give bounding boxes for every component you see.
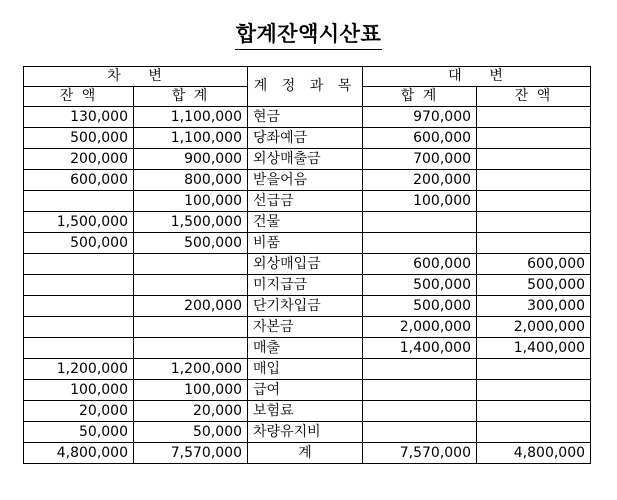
- credit-balance-cell: [477, 107, 591, 128]
- debit-header: 차 변: [24, 67, 248, 87]
- debit-total-cell: 500,000: [134, 233, 248, 254]
- debit-balance-cell: 200,000: [24, 149, 134, 170]
- credit-total-cell: 500,000: [363, 296, 477, 317]
- credit-balance-cell: 1,400,000: [477, 338, 591, 359]
- account-name-cell: 단기차입금: [248, 296, 363, 317]
- credit-total-cell: 700,000: [363, 149, 477, 170]
- credit-balance-cell: [477, 422, 591, 443]
- total-debit-balance: 4,800,000: [24, 443, 134, 464]
- debit-balance-cell: 600,000: [24, 170, 134, 191]
- debit-balance-cell: [24, 254, 134, 275]
- credit-balance-cell: [477, 149, 591, 170]
- debit-total-cell: 50,000: [134, 422, 248, 443]
- credit-balance-cell: 300,000: [477, 296, 591, 317]
- table-row: [24, 107, 591, 128]
- account-name-cell: 당좌예금: [248, 128, 363, 149]
- document-title: 합계잔액시산표: [235, 18, 383, 50]
- credit-total-cell: [363, 401, 477, 422]
- table-row: [24, 380, 591, 401]
- credit-header: 대 변: [363, 67, 591, 87]
- debit-total-header: 합 계: [134, 87, 248, 107]
- table-row: [24, 401, 591, 422]
- credit-balance-cell: [477, 170, 591, 191]
- account-name-cell: 외상매출금: [248, 149, 363, 170]
- debit-balance-cell: 1,200,000: [24, 359, 134, 380]
- credit-total-cell: [363, 212, 477, 233]
- credit-total-cell: 600,000: [363, 128, 477, 149]
- credit-balance-header: 잔 액: [477, 87, 591, 107]
- table-row: [24, 359, 591, 380]
- table-row: [24, 317, 591, 338]
- credit-total-cell: 970,000: [363, 107, 477, 128]
- account-name-cell: 자본금: [248, 317, 363, 338]
- credit-balance-cell: [477, 128, 591, 149]
- credit-balance-cell: [477, 401, 591, 422]
- debit-balance-cell: [24, 317, 134, 338]
- debit-balance-header: 잔 액: [24, 87, 134, 107]
- total-debit-total: 7,570,000: [134, 443, 248, 464]
- account-name-cell: 차량유지비: [248, 422, 363, 443]
- debit-total-cell: 1,500,000: [134, 212, 248, 233]
- credit-total-cell: [363, 233, 477, 254]
- credit-total-cell: [363, 422, 477, 443]
- credit-balance-cell: [477, 212, 591, 233]
- debit-balance-cell: 130,000: [24, 107, 134, 128]
- debit-total-cell: 200,000: [134, 296, 248, 317]
- debit-total-cell: [134, 275, 248, 296]
- debit-total-cell: 1,200,000: [134, 359, 248, 380]
- debit-balance-cell: 50,000: [24, 422, 134, 443]
- totals-row: [24, 443, 591, 464]
- credit-total-cell: 2,000,000: [363, 317, 477, 338]
- account-header: 계 정 과 목: [248, 67, 363, 107]
- account-name-cell: 받을어음: [248, 170, 363, 191]
- debit-total-cell: 20,000: [134, 401, 248, 422]
- credit-total-cell: 1,400,000: [363, 338, 477, 359]
- table-row: [24, 233, 591, 254]
- debit-balance-cell: [24, 338, 134, 359]
- credit-balance-cell: 600,000: [477, 254, 591, 275]
- credit-balance-cell: [477, 233, 591, 254]
- account-name-cell: 매입: [248, 359, 363, 380]
- debit-total-cell: 1,100,000: [134, 128, 248, 149]
- table-row: [24, 254, 591, 275]
- table-row: [24, 170, 591, 191]
- trial-balance-table: [23, 66, 591, 464]
- table-row: [24, 275, 591, 296]
- debit-total-cell: 1,100,000: [134, 107, 248, 128]
- debit-total-cell: 800,000: [134, 170, 248, 191]
- credit-total-cell: [363, 359, 477, 380]
- debit-total-cell: 100,000: [134, 191, 248, 212]
- account-name-cell: 건물: [248, 212, 363, 233]
- debit-total-cell: 100,000: [134, 380, 248, 401]
- credit-balance-cell: [477, 359, 591, 380]
- total-label: 계: [248, 443, 363, 464]
- debit-total-cell: [134, 317, 248, 338]
- table-row: [24, 422, 591, 443]
- credit-balance-cell: [477, 191, 591, 212]
- header-row-1: [24, 67, 591, 87]
- credit-total-cell: 500,000: [363, 275, 477, 296]
- credit-balance-cell: 500,000: [477, 275, 591, 296]
- table-row: [24, 128, 591, 149]
- debit-balance-cell: 500,000: [24, 128, 134, 149]
- table-row: [24, 191, 591, 212]
- account-name-cell: 현금: [248, 107, 363, 128]
- debit-total-cell: [134, 254, 248, 275]
- debit-balance-cell: 1,500,000: [24, 212, 134, 233]
- account-name-cell: 선급금: [248, 191, 363, 212]
- debit-balance-cell: [24, 191, 134, 212]
- table-row: [24, 338, 591, 359]
- table-row: [24, 149, 591, 170]
- total-credit-balance: 4,800,000: [477, 443, 591, 464]
- total-credit-total: 7,570,000: [363, 443, 477, 464]
- credit-total-cell: 100,000: [363, 191, 477, 212]
- account-name-cell: 외상매입금: [248, 254, 363, 275]
- debit-total-cell: 900,000: [134, 149, 248, 170]
- credit-total-cell: 200,000: [363, 170, 477, 191]
- debit-balance-cell: 500,000: [24, 233, 134, 254]
- credit-total-cell: 600,000: [363, 254, 477, 275]
- account-name-cell: 미지급금: [248, 275, 363, 296]
- debit-total-cell: [134, 338, 248, 359]
- debit-balance-cell: 20,000: [24, 401, 134, 422]
- account-name-cell: 매출: [248, 338, 363, 359]
- table-row: [24, 212, 591, 233]
- account-name-cell: 급여: [248, 380, 363, 401]
- debit-balance-cell: [24, 296, 134, 317]
- document-title-wrap: [0, 18, 617, 50]
- debit-balance-cell: 100,000: [24, 380, 134, 401]
- credit-total-cell: [363, 380, 477, 401]
- credit-balance-cell: [477, 380, 591, 401]
- table-body: [24, 107, 591, 443]
- credit-balance-cell: 2,000,000: [477, 317, 591, 338]
- account-name-cell: 비품: [248, 233, 363, 254]
- account-name-cell: 보험료: [248, 401, 363, 422]
- credit-total-header: 합 계: [363, 87, 477, 107]
- debit-balance-cell: [24, 275, 134, 296]
- table-row: [24, 296, 591, 317]
